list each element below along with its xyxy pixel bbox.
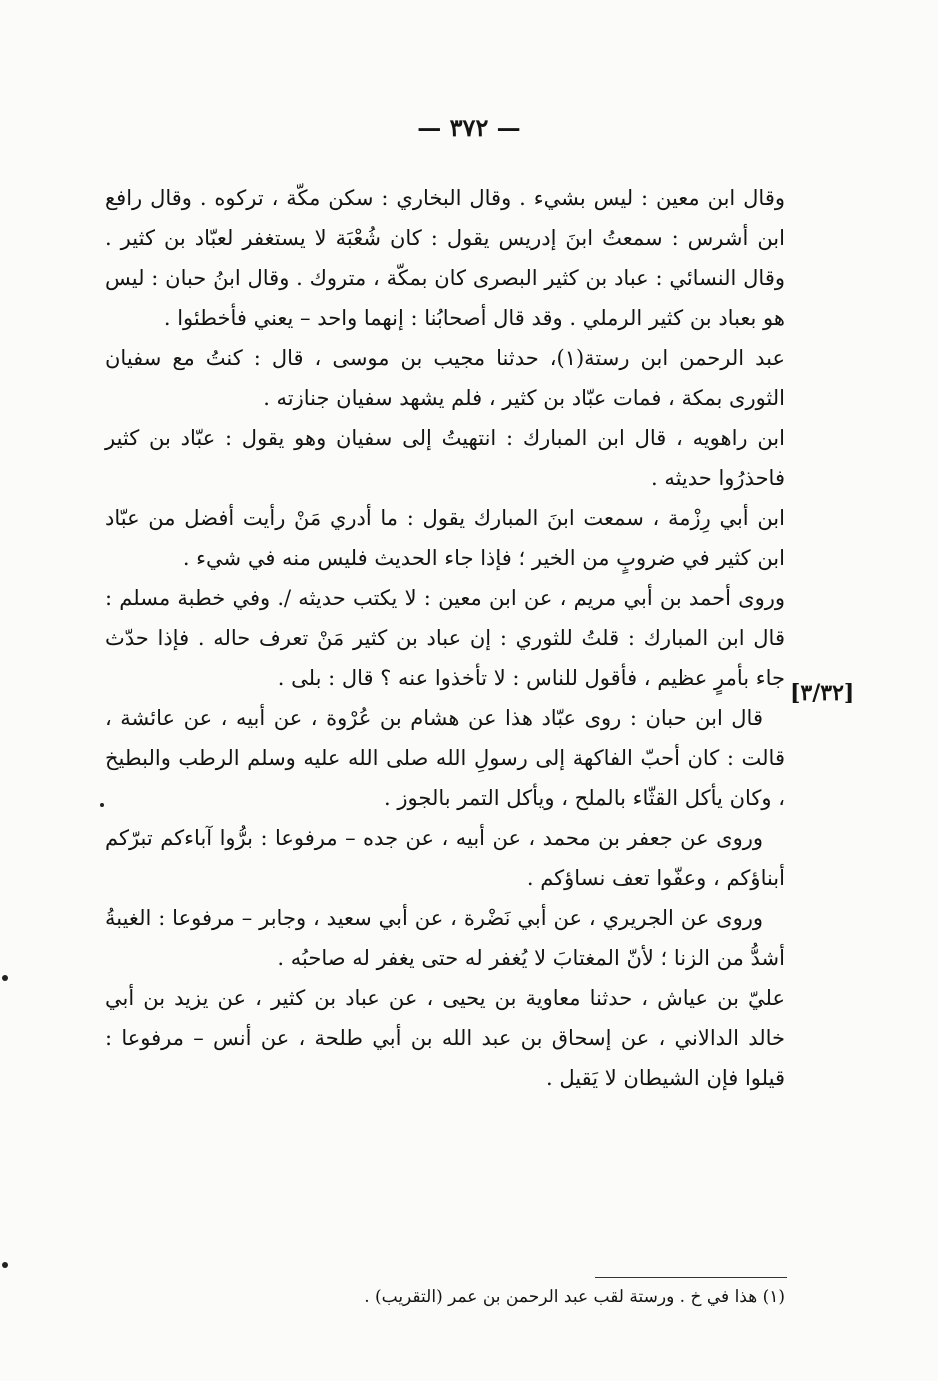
paragraph-ibn-rusta: عبد الرحمن ابن رستة(١)، حدثنا مجيب بن موسى ، قال : كنتُ مع سفيان الثورى بمكة ، فمات عبّاد بن كثير ، فلم يشهد سفيان جنازته . xyxy=(105,346,785,410)
paragraph-ibn-rahawayh: ابن راهويه ، قال ابن المبارك : انتهيتُ إلى سفيان وهو يقول : عبّاد بن كثير فاحذرُوا حديثه . xyxy=(105,426,785,490)
marginal-reference: [٣/٣٢] xyxy=(790,680,855,706)
page-number: — ٣٧٢ — xyxy=(417,113,521,142)
paragraph-ahmad-ibn-abi-maryam: وروى أحمد بن أبي مريم ، عن ابن معين : لا يكتب حديثه /. وفي خطبة مسلم : قال ابن المبارك : قلتُ للثوري : إن عباد بن كثير مَنْ تعرف حاله . فإذا حدّث جاء بأمرٍ عظيم ، فأقول للناس : لا تأخذوا عنه ؟ قال : بلى . xyxy=(105,586,785,690)
text-block xyxy=(105,178,785,1098)
footnote-divider xyxy=(595,1277,787,1278)
footnote: (١) هذا في خ . ورستة لقب عبد الرحمن بن عمر (التقريب) . xyxy=(364,1287,785,1307)
paragraph-al-jurayri: وروى عن الجريري ، عن أبي نَضْرة ، عن أبي سعيد ، وجابر – مرفوعا : الغيبةُ أشدُّ من الزنا ؛ لأنّ المغتابَ لا يُغفر له حتى يغفر له صاحبُه . xyxy=(105,906,785,970)
paragraph-ibn-maeen: وقال ابن معين : ليس بشيء . وقال البخاري : سكن مكّة ، تركوه . وقال رافع ابن أشرس : سمعتُ ابنَ إدريس يقول : كان شُعْبَة لا يستغفر لعبّاد بن كثير . وقال النسائي : عباد بن كثير البصرى كان بمكّة ، متروك . وقال ابنُ حبان : ليس هو بعباد بن كثير الرملي . وقد قال أصحابُنا : إنهما واحد – يعني فأخطئوا . xyxy=(105,186,785,330)
scan-mark xyxy=(2,975,8,981)
paragraph-ibn-rizma: ابن أبي رِزْمة ، سمعت ابنَ المبارك يقول : ما أدري مَنْ رأيت أفضل من عبّاد ابن كثير في ضروبٍ من الخير ؛ فإذا جاء الحديث فليس منه في شيء . xyxy=(105,506,785,570)
paragraph-jafar-ibn-muhammad: وروى عن جعفر بن محمد ، عن أبيه ، عن جده – مرفوعا : برُّوا آباءكم تبرّكم أبناؤكم ، وعفّوا تعف نساؤكم . xyxy=(105,826,785,890)
paragraph-ali-ibn-ayyash: عليّ بن عياش ، حدثنا معاوية بن يحيى ، عن عباد بن كثير ، عن يزيد بن أبي خالد الدالاني ، عن إسحاق بن عبد الله بن أبي طلحة ، عن أنس – مرفوعا : قيلوا فإن الشيطان لا يَقيل . xyxy=(105,986,785,1090)
paragraph-ibn-hibban: قال ابن حبان : روى عبّاد هذا عن هشام بن عُرْوة ، عن أبيه ، عن عائشة ، قالت : كان أحبّ الفاكهة إلى رسولِ الله صلى الله عليه وسلم الرطب والبطيخ ، وكان يأكل القثّاء بالملح ، ويأكل التمر بالجوز . xyxy=(105,706,785,810)
scan-mark xyxy=(100,803,104,807)
scan-mark xyxy=(2,1262,8,1268)
